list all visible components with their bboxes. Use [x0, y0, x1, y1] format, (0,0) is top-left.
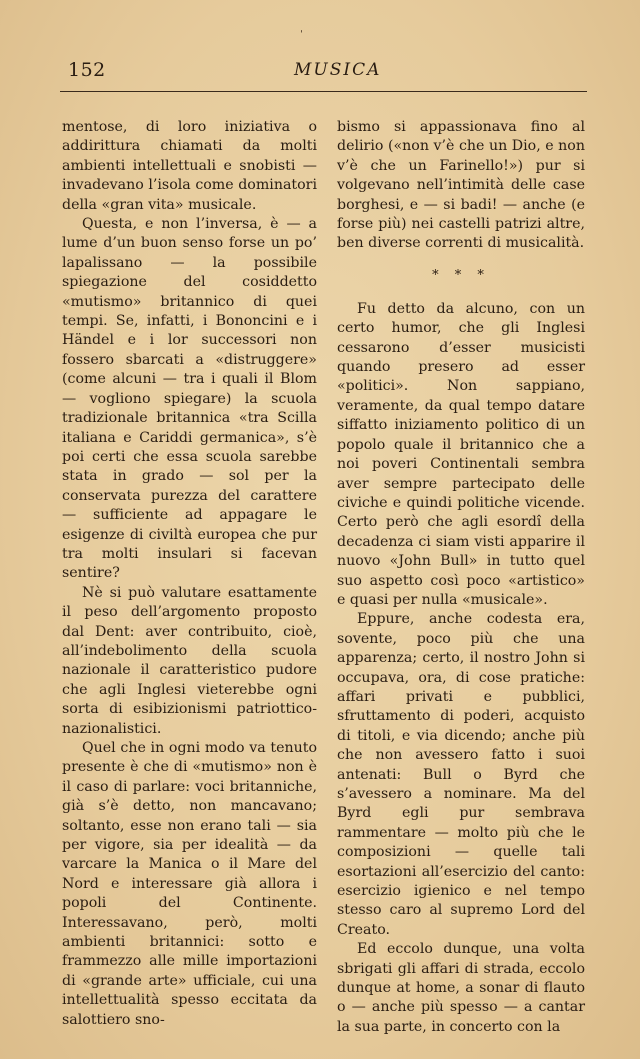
- paragraph: Questa, e non l’inversa, è — a lume d’un buon senso forse un po’ lapalissano — la possibile spiegazione del cosiddetto «mutismo» britannico di quei tempi. Se, infatti, i Bononcini e i Händel e i lor successori non fossero sbarcati a «distruggere» (come alcuni — tra i quali il Blom — vogliono spiegare) la scuola tradizionale britannica «tra Scilla italiana e Cariddi germanica», s’è poi certi che essa scuola sarebbe stata in grado — sol per la conservata purezza del carattere — sufficiente ad appagare le esigenze di civiltà europea che pur tra molti insulari si facevan sentire?: [62, 216, 317, 582]
- section-break-asterism: * * *: [432, 267, 490, 283]
- header-rule: [60, 91, 587, 92]
- page-header: [60, 56, 587, 86]
- paragraph: bismo si appassionava fino al delirio («non v’è che un Dio, e non v’è che un Farinello!») pur si volgevano nell’intimità delle case borghesi, e — si badi! — anche (e forse più) nei castelli patrizi altre, ben diverse correnti di musicalità.: [337, 119, 585, 252]
- paragraph: Ed eccolo dunque, una volta sbrigati gli affari di strada, eccolo dunque at home, a sonar di flauto o — anche più spesso — a cantar la sua parte, in concerto con la: [337, 941, 585, 1035]
- paragraph: Quel che in ogni modo va tenuto presente è che di «mutismo» non è il caso di parlare: voci britanniche, già s’è detto, non mancavano; soltanto, esse non erano tali — sia per vigore, sia per idealità — da varcare la Manica o il Mare del Nord e interessare già allora i popoli del Continente. Interessavano, però, molti ambienti britannici: sotto e frammezzo alle mille importazioni di «grande arte» ufficiale, cui una intellettualità spesso eccitata da salottiero sno-: [62, 740, 317, 1028]
- right-column: [337, 118, 585, 1037]
- paragraph: Eppure, anche codesta era, sovente, poco più che una apparenza; certo, il nostro John si occupava, ora, di cose pratiche: affari privati e pubblici, sfruttamento di poderi, acquisto di titoli, e via dicendo; anche più che non avessero fatto i suoi antenati: Bull o Byrd che s’avessero a nominare. Ma del Byrd egli pur sembrava rammentare — molto più che le composizioni — quelle tali esortazioni all’esercizio del canto: esercizio igienico e nel tempo stesso caro al supremo Lord del Creato.: [337, 611, 585, 938]
- paragraph: Nè si può valutare esattamente il peso dell’argomento proposto dal Dent: aver contribuito, cioè, all’indebolimento della scuola nazionale il caratteristico pudore che agli Inglesi vieterebbe ogni sorta di esibizionismi patriottico-nazionalistici.: [62, 584, 317, 737]
- page-number: 152: [68, 59, 106, 81]
- paragraph: mentose, di loro iniziativa o addirittura chiamati da molti ambienti intellettuali e snobisti — invadevano l’isola come dominatori della «gran vita» musicale.: [62, 119, 317, 213]
- printing-speck: ˈ: [300, 30, 303, 41]
- running-title: MUSICA: [294, 60, 382, 80]
- left-column: [62, 118, 317, 1030]
- paragraph: Fu detto da alcuno, con un certo humor, che gli Inglesi cessarono d’esser musicisti quando presero ad esser «politici». Non sappiano, veramente, da qual tempo datare siffatto iniziamento politico di un popolo quale il britannico che a noi poveri Continentali sembra aver sempre partecipato delle civiche e quindi politiche vicende. Certo però che agli esordî della decadenza ci siam visti apparire il nuovo «John Bull» in tutto quel suo aspetto così poco «artistico» e quasi per nulla «musicale».: [337, 300, 585, 608]
